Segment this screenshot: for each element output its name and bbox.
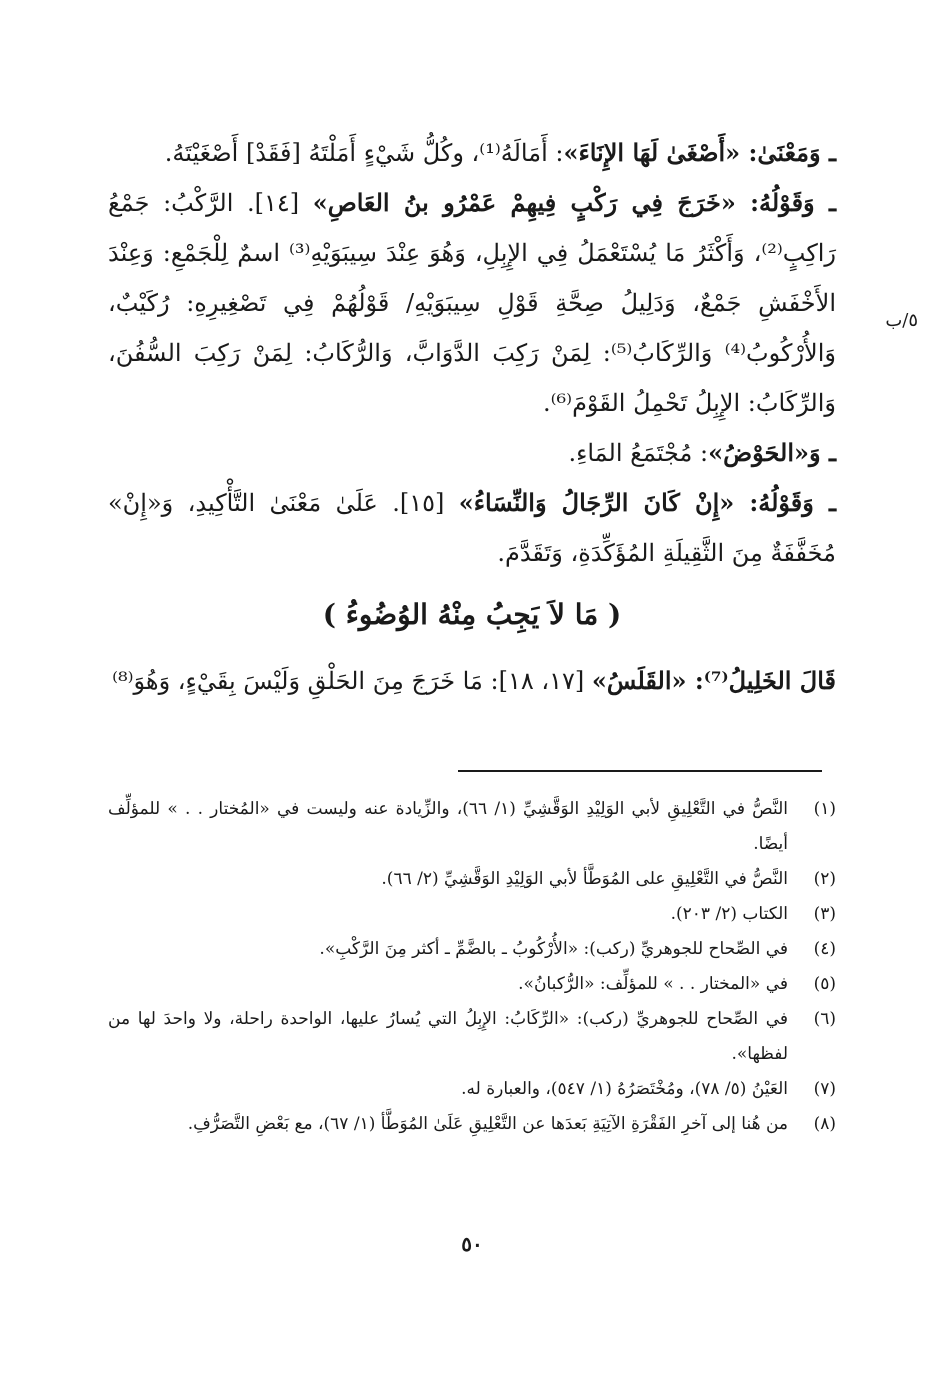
footnote	[108, 792, 836, 862]
footnote-text: في الصِّحاح للجوهريِّ (ركب): «الأُرْكُوبُ ـ بالضَّمِّ ـ أكثر مِنَ الرَّكْبِ».	[319, 939, 788, 959]
footnote	[108, 932, 836, 967]
page-number: ٥٠	[461, 1232, 483, 1256]
footnote-number: (٥)	[813, 974, 836, 994]
footnote-number: (٧)	[813, 1079, 836, 1099]
quoted-term: «أَصْغَىٰ لَهَا الإِنَاءَ»	[563, 138, 741, 167]
paragraph-3	[108, 428, 836, 478]
quoted-term: «القَلَسُ»	[591, 666, 687, 695]
paragraph-lead: قَالَ الخَلِيلُ⁽⁷⁾:	[686, 666, 836, 695]
footnote-text: العَيْنُ (٥/ ٧٨)، ومُخْتَصَرُهُ (١/ ٥٤٧)، والعبارة له.	[461, 1079, 788, 1099]
paragraph-5	[108, 656, 836, 706]
footnote-text: في «المختار . . » للمؤلِّف: «الرُّكبانُ».	[518, 974, 788, 994]
footnotes	[108, 792, 836, 1142]
margin-folio-note: ٥/ب	[885, 310, 918, 331]
paragraph-text: [١٥]. عَلَىٰ مَعْنَىٰ التَّأْكِيدِ، وَ«إِنْ» مُخَفَّفَةٌ مِنَ الثَّقِيلَةِ المُؤَكِّدَةِ، وَتَقَدَّمَ.	[108, 489, 836, 567]
paragraph-text: [١٧، ١٨]: مَا خَرَجَ مِنَ الحَلْقِ وَلَيْسَ بِقَيْءٍ، وَهُوَ⁽⁸⁾	[112, 667, 592, 695]
paragraph-lead: ـ وَ	[809, 438, 836, 467]
footnote	[108, 862, 836, 897]
footnote-text: من هُنا إلى آخرِ الفَقْرَةِ الآتِيَةِ بَعدَها عن التَّعْلِيقِ عَلَىٰ المُوَطَّأ (١/ ٦٧)، مع بَعْضِ التَّصَرُّفِ.	[187, 1114, 788, 1134]
paragraph-text: [١٤]. الرَّكْبُ: جَمْعُ رَاكِبٍ⁽²⁾، وَأَكْثَرُ مَا يُسْتَعْمَلُ فِي الإِبِلِ، وَهُوَ عِنْدَ سِيبَوَيْهِ⁽³⁾ اسمٌ لِلْجَمْعِ: وَعِنْدَ الأَخْفَشِ جَمْعٌ، وَدَلِيلُ صِحَّةِ قَوْلِ سِيبَوَيْهِ/ قَوْلُهُمْ فِي تَصْغِيرِهِ: رُكَيْبٌ، وَالأُرْكُوبُ⁽⁴⁾ وَالرِّكَابُ⁽⁵⁾: لِمَنْ رَكِبَ الدَّوَابَّ، وَالرُّكَابُ: لِمَنْ رَكِبَ السُّفُنَ، وَالرِّكَابُ: الإِبِلُ تَحْمِلُ القَوْمَ⁽⁶⁾.	[108, 189, 837, 417]
paragraph-text: : مُجْتَمَعُ المَاءِ.	[568, 439, 709, 467]
paragraph-2	[108, 178, 836, 428]
footnote-number: (٤)	[813, 939, 836, 959]
main-text	[108, 128, 836, 706]
paragraph-text: : أَمَالَهُ⁽¹⁾، وكُلُّ شَيْءٍ أَمَلْتَهُ [فَقَدْ] أَصْغَيْتَهُ.	[164, 139, 564, 167]
footnote	[108, 897, 836, 932]
footnote-number: (٣)	[813, 904, 836, 924]
footnote	[108, 1072, 836, 1107]
section-heading: ( مَا لاَ يَجِبُ مِنْهُ الوُضُوءُ )	[322, 598, 622, 631]
footnote	[108, 1002, 836, 1072]
paragraph-1	[108, 128, 836, 178]
footnote-text: النَّصُّ في التَّعْلِيقِ لأبي الوَلِيْدِ الوَقَّشِيِّ (١/ ٦٦)، والزِّيادة عنه وليست في «المُختار . . » للمؤلِّف أيضًا.	[108, 799, 788, 854]
footnote	[108, 1107, 836, 1142]
quoted-term: «إِنْ كَانَ الرِّجَالُ وَالنِّسَاءُ»	[458, 488, 735, 517]
quoted-term: «خَرَجَ فِي رَكْبٍ فِيهِمْ عَمْرُو بنُ العَاصِ»	[312, 188, 736, 217]
paragraph-lead: ـ وَقَوْلُهُ:	[734, 488, 836, 517]
quoted-term: «الحَوْضُ»	[708, 438, 810, 467]
footnote-divider	[458, 770, 822, 772]
footnote-text: الكتاب (٢/ ٢٠٣).	[670, 904, 788, 924]
footnote-text: النَّصُّ في التَّعْلِيقِ على المُوَطَّأ لأبي الوَلِيْدِ الوَقَّشِيِّ (٢/ ٦٦).	[381, 869, 788, 889]
footnote	[108, 967, 836, 1002]
footnote-number: (٢)	[813, 869, 836, 889]
footnote-text: في الصِّحاح للجوهريِّ (ركب): «الرِّكَابُ: الإِبِلُ التي يُسارُ عليها، الواحدة راحلة، ولا واحدَ لها من لفظها».	[108, 1009, 788, 1064]
footnote-number: (١)	[813, 799, 836, 819]
footnote-number: (٨)	[813, 1114, 836, 1134]
paragraph-lead: ـ وَمَعْنَىٰ:	[740, 138, 836, 167]
footnote-number: (٦)	[813, 1009, 836, 1029]
paragraph-lead: ـ وَقَوْلُهُ:	[735, 188, 836, 217]
paragraph-4	[108, 478, 836, 578]
